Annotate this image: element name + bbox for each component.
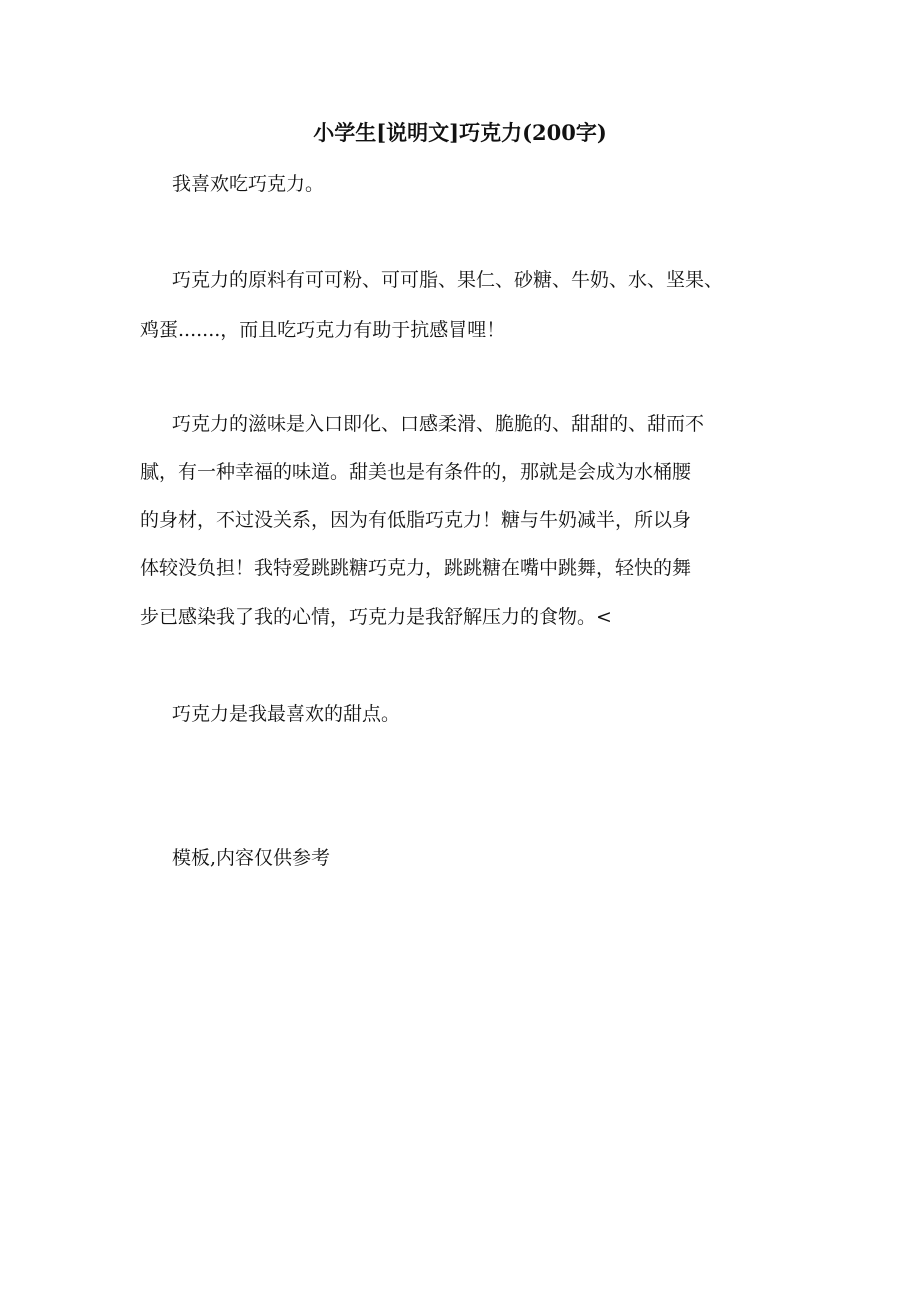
paragraph-3-line-5: 步已感染我了我的心情，巧克力是我舒解压力的食物。< bbox=[140, 606, 612, 628]
paragraph-2-line-2: 鸡蛋.......，而且吃巧克力有助于抗感冒哩！ bbox=[140, 319, 506, 341]
template-note: 模板,内容仅供参考 bbox=[172, 847, 331, 869]
document-title: 小学生[说明文]巧克力(200字) bbox=[313, 120, 607, 145]
paragraph-1-line-1: 我喜欢吃巧克力。 bbox=[172, 173, 325, 195]
paragraph-3-line-3: 的身材，不过没关系，因为有低脂巧克力！糖与牛奶减半，所以身 bbox=[140, 509, 692, 531]
paragraph-3-line-1: 巧克力的滋味是入口即化、口感柔滑、脆脆的、甜甜的、甜而不 bbox=[172, 413, 705, 435]
paragraph-4-line-1: 巧克力是我最喜欢的甜点。 bbox=[172, 703, 401, 725]
paragraph-3-line-2: 腻，有一种幸福的味道。甜美也是有条件的，那就是会成为水桶腰 bbox=[140, 461, 692, 483]
paragraph-2-line-1: 巧克力的原料有可可粉、可可脂、果仁、砂糖、牛奶、水、坚果、 bbox=[172, 269, 724, 291]
paragraph-3-line-4: 体较没负担！我特爱跳跳糖巧克力，跳跳糖在嘴中跳舞，轻快的舞 bbox=[140, 557, 692, 579]
